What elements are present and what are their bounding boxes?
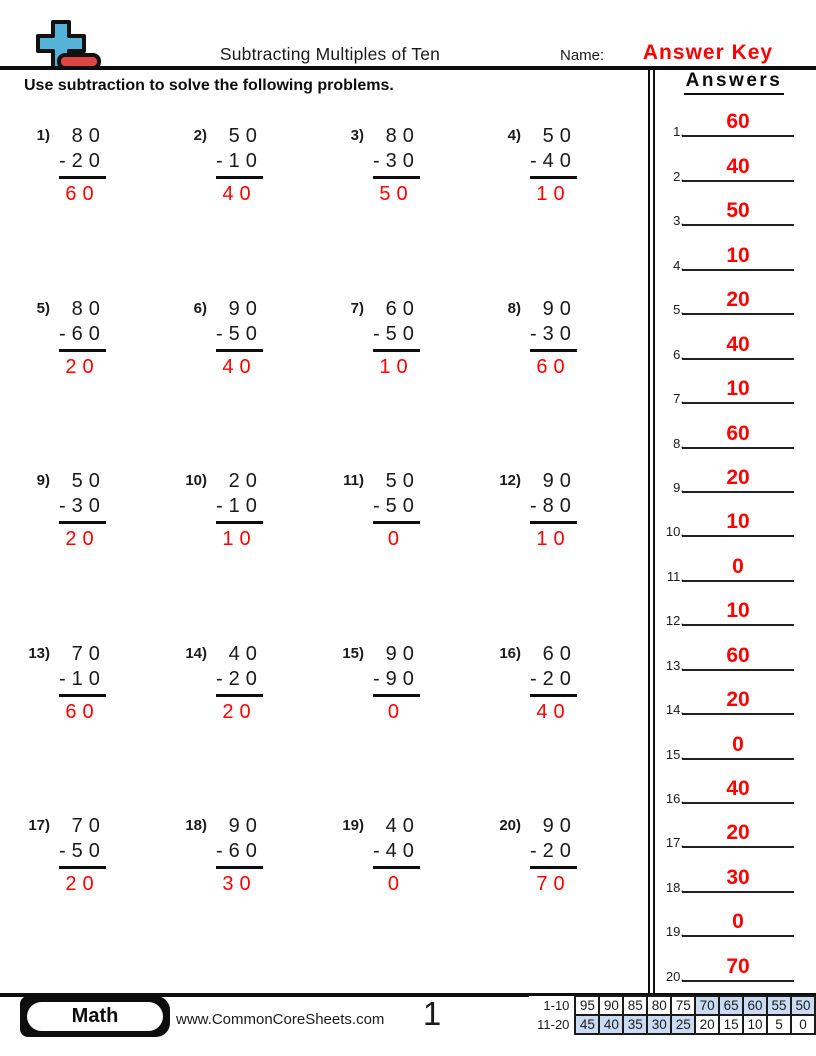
answer-item-number: 14. bbox=[665, 702, 684, 718]
minuend: 80 bbox=[71, 125, 106, 147]
subtrahend: -30 bbox=[530, 322, 577, 352]
problem-work bbox=[373, 297, 420, 380]
answer-item bbox=[656, 804, 812, 851]
instruction-text: Use subtraction to solve the following problems. bbox=[24, 77, 394, 94]
problem-work bbox=[373, 814, 420, 897]
problem-number-label: 2) bbox=[193, 127, 207, 144]
answer-item bbox=[656, 271, 812, 318]
answer-item-value: 10 bbox=[726, 243, 750, 267]
subtrahend: -80 bbox=[530, 494, 577, 524]
problem bbox=[332, 814, 489, 987]
problem-answer: 20 bbox=[65, 528, 100, 550]
problem-number-label: 7) bbox=[350, 299, 364, 317]
problem-number-label: 9) bbox=[36, 472, 50, 489]
score-cell: 15 bbox=[719, 1015, 743, 1034]
problem-work bbox=[216, 124, 263, 207]
score-cell: 30 bbox=[647, 1015, 671, 1034]
subtrahend: -10 bbox=[59, 667, 106, 697]
subtrahend: -20 bbox=[530, 667, 577, 697]
problems-grid bbox=[18, 124, 646, 987]
answer-item bbox=[656, 893, 812, 940]
problem-answer: 0 bbox=[387, 700, 406, 723]
answer-item-value: 20 bbox=[726, 465, 750, 489]
score-cell: 0 bbox=[791, 1015, 815, 1034]
problem-work bbox=[373, 642, 420, 725]
answer-item-number: 19. bbox=[665, 924, 684, 940]
answer-item bbox=[656, 226, 812, 273]
problem-work bbox=[373, 469, 420, 552]
name-label: Name: bbox=[560, 47, 605, 64]
answer-blank-line bbox=[682, 980, 794, 982]
answer-item-number: 2. bbox=[673, 168, 684, 184]
subtrahend: -10 bbox=[216, 494, 263, 524]
answer-item-number: 16. bbox=[665, 791, 684, 806]
score-cell: 95 bbox=[575, 996, 599, 1015]
minuend: 20 bbox=[228, 470, 263, 492]
subtrahend: -40 bbox=[530, 149, 577, 179]
score-row-label: 11-20 bbox=[529, 1015, 575, 1034]
answer-item-value: 30 bbox=[726, 865, 750, 889]
problem-number-label: 17) bbox=[28, 817, 50, 834]
problem-answer: 20 bbox=[222, 700, 257, 723]
score-cell: 40 bbox=[599, 1015, 623, 1034]
subtrahend: -30 bbox=[373, 149, 420, 179]
problem-work bbox=[216, 814, 263, 897]
answers-heading: Answers bbox=[656, 70, 812, 95]
score-cell: 45 bbox=[575, 1015, 599, 1034]
answer-item-number: 1. bbox=[673, 124, 684, 140]
answer-item-value: 10 bbox=[726, 510, 750, 534]
minuend: 50 bbox=[228, 125, 263, 147]
subtrahend: -50 bbox=[373, 494, 420, 524]
answer-item-number: 10. bbox=[665, 524, 684, 540]
problem-answer: 40 bbox=[222, 355, 257, 378]
score-cell: 35 bbox=[623, 1015, 647, 1034]
answer-item bbox=[656, 93, 812, 140]
score-row bbox=[529, 1015, 815, 1034]
problem-number-label: 13) bbox=[28, 644, 50, 662]
answer-item bbox=[656, 760, 812, 804]
minuend: 60 bbox=[542, 642, 577, 665]
score-cell: 85 bbox=[623, 996, 647, 1015]
subtrahend: -50 bbox=[59, 839, 106, 869]
problem-answer: 60 bbox=[65, 700, 100, 723]
problem bbox=[489, 814, 646, 987]
minuend: 90 bbox=[542, 470, 577, 492]
page-number: 1 bbox=[422, 995, 442, 1032]
subtrahend: -60 bbox=[216, 839, 263, 869]
problem bbox=[175, 642, 332, 815]
score-cell: 5 bbox=[767, 1015, 791, 1034]
problem bbox=[18, 469, 175, 642]
answer-item-value: 20 bbox=[726, 688, 750, 712]
minuend: 90 bbox=[228, 297, 263, 320]
problem-work bbox=[59, 124, 106, 207]
answer-item-number: 11. bbox=[666, 568, 684, 584]
problem-answer: 40 bbox=[222, 183, 257, 205]
subject-badge-label: Math bbox=[27, 1002, 163, 1031]
subtrahend: -20 bbox=[530, 839, 577, 869]
answer-item bbox=[656, 715, 812, 762]
subtrahend: -90 bbox=[373, 667, 420, 697]
score-cell: 65 bbox=[719, 996, 743, 1015]
subtrahend: -30 bbox=[59, 494, 106, 524]
minuend: 40 bbox=[385, 815, 420, 837]
problem-number-label: 12) bbox=[499, 472, 521, 489]
answer-item-number: 15. bbox=[665, 746, 684, 762]
answer-item-number: 5. bbox=[673, 302, 684, 318]
problem bbox=[175, 469, 332, 642]
problem-number-label: 5) bbox=[36, 299, 50, 317]
minuend: 90 bbox=[385, 642, 420, 665]
answer-item bbox=[656, 404, 812, 451]
answer-item-number: 12. bbox=[665, 613, 684, 629]
score-cell: 25 bbox=[671, 1015, 695, 1034]
minuend: 70 bbox=[71, 642, 106, 665]
minuend: 50 bbox=[542, 125, 577, 147]
header-divider bbox=[0, 66, 816, 70]
minuend: 40 bbox=[228, 642, 263, 665]
problem-work bbox=[59, 642, 106, 725]
minuend: 90 bbox=[542, 297, 577, 320]
answer-key-label: Answer Key bbox=[642, 41, 774, 64]
score-cell: 20 bbox=[695, 1015, 719, 1034]
problem-answer: 10 bbox=[222, 528, 257, 550]
problem bbox=[332, 469, 489, 642]
minuend: 80 bbox=[385, 125, 420, 147]
problem-number-label: 20) bbox=[499, 817, 521, 834]
problem-answer: 30 bbox=[222, 873, 257, 895]
score-cell: 50 bbox=[791, 996, 815, 1015]
problem-number-label: 8) bbox=[507, 299, 521, 317]
problem-answer: 60 bbox=[65, 183, 100, 205]
problem-number-label: 14) bbox=[185, 644, 207, 662]
answer-item bbox=[656, 671, 812, 718]
problem-work bbox=[530, 297, 577, 380]
subtrahend: -20 bbox=[59, 149, 106, 179]
answer-item bbox=[656, 137, 812, 184]
minuend: 80 bbox=[71, 297, 106, 320]
problem-work bbox=[216, 297, 263, 380]
answer-item-value: 40 bbox=[726, 154, 750, 178]
subtrahend: -10 bbox=[216, 149, 263, 179]
answer-item-number: 13. bbox=[665, 657, 684, 673]
problem-work bbox=[530, 469, 577, 552]
answer-item-value: 0 bbox=[732, 910, 744, 934]
answer-item-number: 7. bbox=[673, 391, 684, 407]
answer-item-number: 20. bbox=[665, 968, 684, 984]
answer-item-value: 50 bbox=[726, 199, 750, 223]
problem-number-label: 19) bbox=[342, 817, 364, 834]
score-row-label: 1-10 bbox=[529, 996, 575, 1015]
score-cell: 90 bbox=[599, 996, 623, 1015]
answer-item bbox=[656, 626, 812, 673]
problem bbox=[489, 297, 646, 470]
problem bbox=[332, 297, 489, 470]
problem-number-label: 1) bbox=[36, 127, 50, 144]
answers-panel bbox=[656, 70, 812, 984]
problem-answer: 10 bbox=[536, 183, 571, 205]
problem-number-label: 6) bbox=[193, 299, 207, 317]
subtrahend: -40 bbox=[373, 839, 420, 869]
problem bbox=[18, 124, 175, 297]
problem bbox=[18, 297, 175, 470]
minuend: 60 bbox=[385, 297, 420, 320]
problem-number-label: 4) bbox=[507, 127, 521, 144]
subtrahend: -50 bbox=[216, 322, 263, 352]
problem-number-label: 3) bbox=[350, 127, 364, 144]
minuend: 50 bbox=[71, 470, 106, 492]
score-cell: 10 bbox=[743, 1015, 767, 1034]
answer-item-value: 60 bbox=[726, 421, 750, 445]
answer-item-value: 10 bbox=[726, 599, 750, 623]
problem-answer: 70 bbox=[536, 873, 571, 895]
score-table bbox=[529, 995, 816, 1035]
answer-item-value: 60 bbox=[726, 110, 750, 134]
problem-work bbox=[59, 814, 106, 897]
minuend: 70 bbox=[71, 815, 106, 837]
problem bbox=[332, 124, 489, 297]
answer-item-value: 70 bbox=[726, 954, 750, 978]
answer-item-number: 4. bbox=[673, 257, 684, 273]
answer-item-number: 3. bbox=[673, 213, 684, 229]
minuend: 90 bbox=[542, 815, 577, 837]
problem-answer: 20 bbox=[65, 873, 100, 895]
problem-answer: 10 bbox=[536, 528, 571, 550]
answer-item-number: 17. bbox=[665, 835, 684, 851]
answer-item bbox=[656, 182, 812, 229]
answer-item bbox=[656, 537, 812, 584]
problem bbox=[489, 469, 646, 642]
answer-item bbox=[656, 937, 812, 984]
answer-item-value: 0 bbox=[732, 554, 744, 578]
answers-list bbox=[656, 93, 812, 982]
answer-item bbox=[656, 315, 812, 362]
problem-work bbox=[373, 124, 420, 207]
score-cell: 60 bbox=[743, 996, 767, 1015]
answers-divider-line bbox=[648, 69, 650, 995]
answer-item-value: 60 bbox=[726, 643, 750, 667]
problem-answer: 10 bbox=[379, 355, 414, 378]
subject-badge bbox=[20, 996, 170, 1037]
problem bbox=[175, 297, 332, 470]
problem-work bbox=[530, 642, 577, 725]
problem bbox=[489, 124, 646, 297]
problem-answer: 60 bbox=[536, 355, 571, 378]
answer-item-value: 40 bbox=[726, 777, 750, 800]
answer-item-number: 8. bbox=[673, 435, 684, 451]
problem-answer: 40 bbox=[536, 700, 571, 723]
answers-divider-line bbox=[653, 69, 655, 995]
problem-number-label: 16) bbox=[499, 644, 521, 662]
subtrahend: -50 bbox=[373, 322, 420, 352]
answer-item bbox=[656, 848, 812, 895]
problem-work bbox=[530, 124, 577, 207]
minuend: 50 bbox=[385, 470, 420, 492]
answer-item-value: 20 bbox=[726, 821, 750, 845]
score-row bbox=[529, 996, 815, 1015]
score-cell: 55 bbox=[767, 996, 791, 1015]
subtrahend: -60 bbox=[59, 322, 106, 352]
answer-item bbox=[656, 449, 812, 493]
answer-item-number: 18. bbox=[665, 879, 684, 895]
problem-number-label: 18) bbox=[185, 817, 207, 834]
page-title: Subtracting Multiples of Ten bbox=[219, 44, 441, 64]
problem-work bbox=[59, 297, 106, 380]
score-cell: 75 bbox=[671, 996, 695, 1015]
problem-number-label: 11) bbox=[343, 472, 364, 489]
answer-item-number: 9. bbox=[673, 479, 684, 495]
problem-answer: 0 bbox=[387, 873, 406, 895]
answer-item bbox=[656, 582, 812, 629]
problem bbox=[175, 814, 332, 987]
website-url: www.CommonCoreSheets.com bbox=[176, 1011, 385, 1028]
answer-item-value: 10 bbox=[726, 377, 750, 401]
problem-work bbox=[530, 814, 577, 897]
problem-answer: 0 bbox=[387, 528, 406, 550]
score-cell: 80 bbox=[647, 996, 671, 1015]
problem bbox=[175, 124, 332, 297]
problem-work bbox=[216, 469, 263, 552]
problem-answer: 20 bbox=[65, 355, 100, 378]
subtrahend: -20 bbox=[216, 667, 263, 697]
answer-item bbox=[656, 493, 812, 540]
problem-number-label: 15) bbox=[342, 644, 364, 662]
answer-item-number: 6. bbox=[673, 346, 684, 362]
problem bbox=[18, 814, 175, 987]
problem-work bbox=[216, 642, 263, 725]
problem-work bbox=[59, 469, 106, 552]
answer-item-value: 20 bbox=[726, 288, 750, 312]
problem-answer: 50 bbox=[379, 183, 414, 205]
answer-item-value: 40 bbox=[726, 332, 750, 356]
score-cell: 70 bbox=[695, 996, 719, 1015]
minuend: 90 bbox=[228, 815, 263, 837]
answer-item-value: 0 bbox=[732, 732, 744, 756]
problem-number-label: 10) bbox=[185, 472, 207, 489]
answer-item bbox=[656, 360, 812, 407]
problem bbox=[18, 642, 175, 815]
problem bbox=[332, 642, 489, 815]
problem bbox=[489, 642, 646, 815]
